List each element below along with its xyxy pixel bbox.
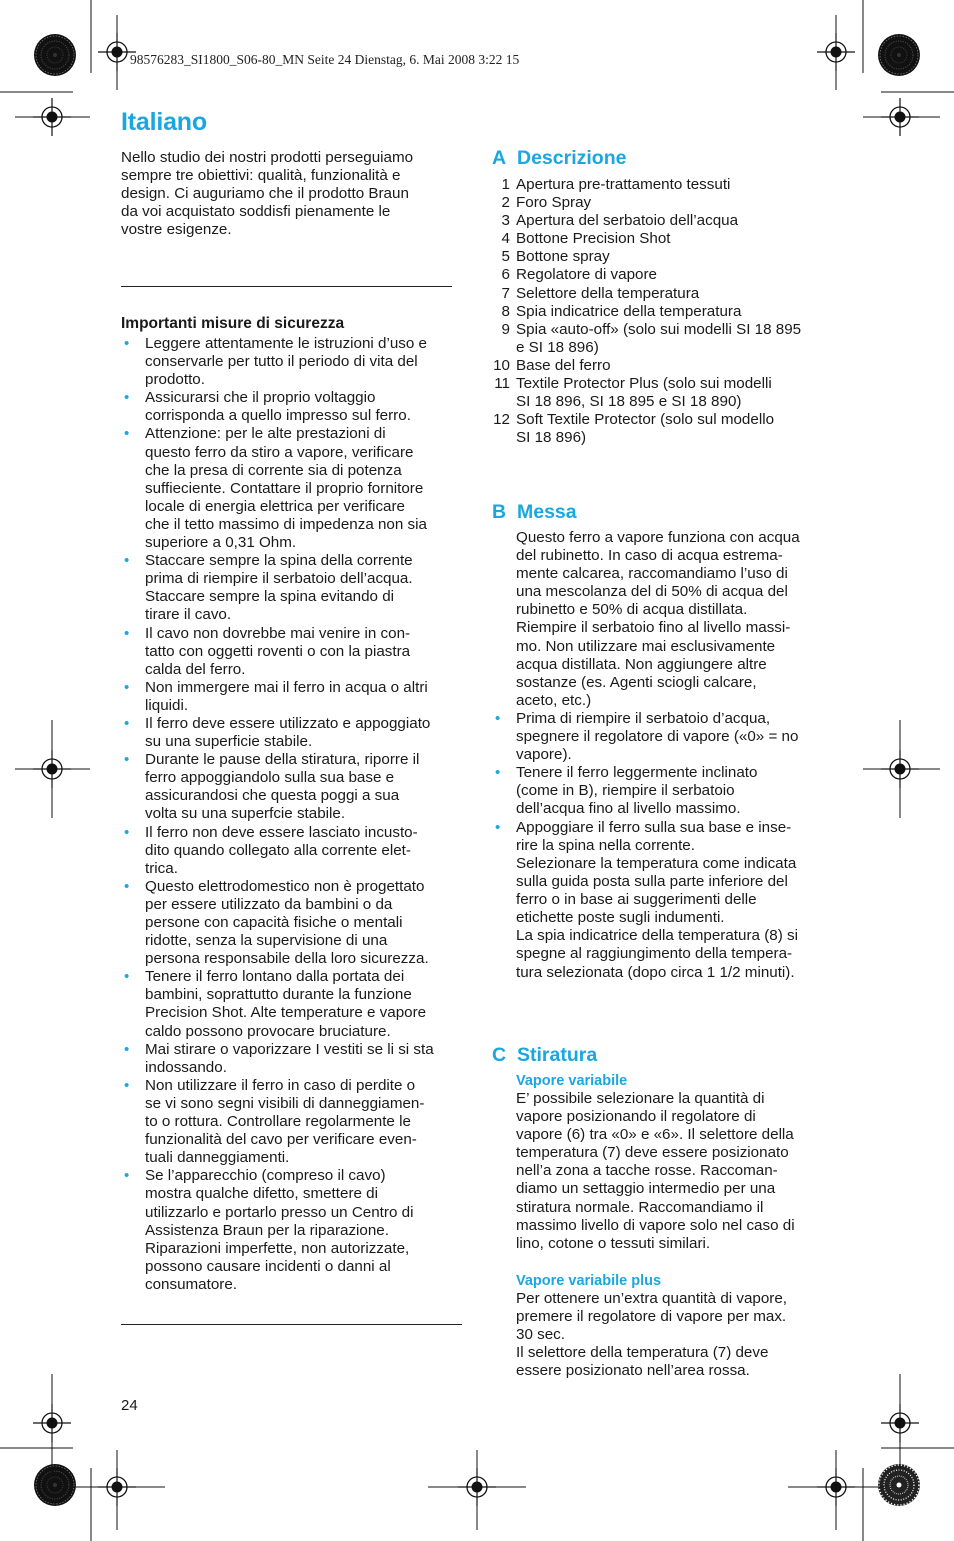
vapore-variabile-heading: Vapore variabile: [516, 1073, 628, 1089]
list-item: [492, 266, 842, 284]
section-letter: C: [492, 1044, 507, 1066]
safety-item: • Tenere il ferro lontano dalla portata dei bambini, soprattutto durante la funzione Precision Shot. Alte temperature e vapore caldo possono provocare bruciature.: [121, 968, 466, 1040]
item-number: 4: [501, 230, 510, 248]
item-text: Selettore della temperatura: [516, 284, 700, 302]
list-item: [492, 285, 842, 303]
vapore-variabile-plus-heading: Vapore variabile plus: [516, 1273, 662, 1289]
item-text: Base del ferro: [516, 356, 611, 374]
section-letter: B: [492, 501, 507, 523]
safety-item: • Il ferro deve essere utilizzato e appoggiato su una superficie stabile.: [121, 715, 466, 751]
divider: [121, 286, 452, 287]
print-header: 98576283_SI1800_S06-80_MN Seite 24 Dienstag, 6. Mai 2008 3:22 15: [130, 52, 520, 67]
safety-item: • Assicurarsi che il proprio voltaggio corrisponda a quello impresso sul ferro.: [121, 389, 466, 425]
item-text: Apertura pre-trattamento tessuti: [516, 176, 731, 193]
item-number: 9: [501, 320, 510, 338]
vapore-variabile-text: E’ possibile selezionare la quantità di vapore posizionando il regolatore di vapore (6) tra «0» e «6». Il selettore della temperatura (7) deve essere posizionato nell’a zona a tacche rosse. Raccoman- diamo un settaggio intermedio per una stiratura normale. Raccomandiamo il massimo livello di vapore solo nel caso di lino, cotone o tessuti similari.: [516, 1090, 795, 1252]
safety-item: • Il cavo non dovrebbe mai venire in con- tatto con oggetti roventi o con la piastra calda del ferro.: [121, 625, 466, 679]
safety-list: [121, 335, 466, 1294]
item-text: Bottone Precision Shot: [516, 230, 671, 248]
safety-item: • Questo elettrodomestico non è progettato per essere utilizzato da bambini o da persone con capacità fisiche o mentali ridotte, senza la supervisione di una persona responsabile della loro sicurezza.: [121, 878, 466, 968]
messa-item: • Prima di riempire il serbatoio d’acqua, spegnere il regolatore di vapore («0» = no vapore).: [492, 710, 840, 764]
list-item: [492, 230, 842, 248]
item-number: 3: [501, 212, 510, 230]
section-title: Descrizione: [517, 147, 627, 169]
safety-item: • Durante le pause della stiratura, riporre il ferro appoggiandolo sulla sua base e assicurandosi che questa poggi a sua volta su una superfcie stabile.: [121, 751, 466, 823]
safety-heading: Importanti misure di sicurezza: [121, 315, 345, 332]
safety-item: • Staccare sempre la spina della corrente prima di riempire il serbatoio dell’acqua. Staccare sempre la spina evitando di tirare il cavo.: [121, 552, 466, 624]
item-number: 11: [494, 375, 510, 393]
divider: [121, 1324, 462, 1325]
safety-item: • Leggere attentamente le istruzioni d’uso e conservarle per tutto il periodo di vita del prodotto.: [121, 335, 466, 389]
messa-item: • Tenere il ferro leggermente inclinato (come in B), riempire il serbatoio dell’acqua fino al livello massimo.: [492, 764, 840, 818]
safety-item: • Il ferro non deve essere lasciato incusto- dito quando collegato alla corrente elet- trica.: [121, 824, 466, 878]
item-number: 8: [501, 302, 510, 320]
list-item: [492, 321, 842, 357]
list-item: [492, 375, 842, 411]
intro-paragraph: Nello studio dei nostri prodotti perseguiamo sempre tre obiettivi: qualità, funzionalità e design. Ci auguriamo che il prodotto Braun da voi acquistato soddisfi pienamente le vostre esigenze.: [121, 149, 414, 239]
page-title: Italiano: [121, 108, 207, 136]
section-a-heading: [492, 147, 626, 170]
parts-list: [492, 176, 842, 447]
section-c-heading: [492, 1044, 597, 1067]
section-title: Messa: [517, 501, 577, 523]
messa-list: [492, 710, 840, 855]
page-number: 24: [121, 1397, 138, 1414]
item-number: 6: [501, 266, 510, 284]
section-b-heading: [492, 501, 577, 524]
safety-item: • Non utilizzare il ferro in caso di perdite o se vi sono segni visibili di danneggiamen- to o rottura. Controllare regolarmente le funzionalità del cavo per verificare even- tuali danneggiamenti.: [121, 1077, 466, 1167]
list-item: [492, 303, 842, 321]
safety-item: • Mai stirare o vaporizzare I vestiti se li si sta indossando.: [121, 1041, 466, 1077]
messa-intro: Questo ferro a vapore funziona con acqua del rubinetto. In caso di acqua estrema- mente calcarea, raccomandiamo l’uso di una mescolanza del di 50% di acqua del rubinetto e 50% di acqua distillata. Riempire il serbatoio fino al livello massi- mo. Non utilizzare mai esclusivamente acqua distillata. Non aggiungere altre sostanze (es. Agenti sciogli calcare, aceto, etc.): [516, 529, 800, 709]
item-text: Spia indicatrice della temperatura: [516, 302, 742, 320]
list-item: [492, 212, 842, 230]
item-text: Textile Protector Plus (solo sui modelli SI 18 896, SI 18 895 e SI 18 890): [516, 375, 772, 411]
vapore-variabile-plus-text: Per ottenere un’extra quantità di vapore, premere il regolatore di vapore per max. 30 sec. Il selettore della temperatura (7) deve essere posizionato nell’area rossa.: [516, 1290, 788, 1380]
list-item: [492, 248, 842, 266]
item-text: Regolatore di vapore: [516, 266, 657, 284]
messa-followup: Selezionare la temperatura come indicata sulla guida posta sulla parte inferiore del ferro o in base ai suggerimenti delle etichette poste sugli indumenti. La spia indicatrice della temperatura (8) si spegne al raggiungimento della tempera- tura selezionata (dopo circa 1 1/2 minuti).: [516, 855, 798, 981]
item-number: 2: [501, 194, 510, 212]
safety-item: • Attenzione: per le alte prestazioni di questo ferro da stiro a vapore, verificare che la presa di corrente sia di potenza suffieciente. Contattare il proprio fornitore locale di energia elettrica per verificare che il tetto massimo di impedenza non sia superiore a 0,31 Ohm.: [121, 425, 466, 552]
section-letter: A: [492, 147, 507, 169]
item-number: 10: [493, 356, 510, 374]
item-text: Bottone spray: [516, 248, 610, 266]
messa-item: • Appoggiare il ferro sulla sua base e inse- rire la spina nella corrente.: [492, 819, 840, 855]
list-item: [492, 357, 842, 375]
item-number: 5: [501, 248, 510, 266]
list-item: [492, 411, 842, 447]
safety-item: • Non immergere mai il ferro in acqua o altri liquidi.: [121, 679, 466, 715]
item-text: Spia «auto-off» (solo sui modelli SI 18 895 e SI 18 896): [516, 320, 802, 356]
item-number: 7: [501, 284, 510, 302]
item-number: 1: [501, 176, 510, 193]
safety-item: • Se l’apparecchio (compreso il cavo) mostra qualche difetto, smettere di utilizzarlo e portarlo presso un Centro di Assistenza Braun per la riparazione. Riparazioni imperfette, non autorizzate, possono causare incidenti o danni al consumatore.: [121, 1167, 466, 1294]
item-text: Apertura del serbatoio dell’acqua: [516, 212, 739, 230]
item-text: Foro Spray: [516, 194, 592, 212]
list-item: [492, 176, 842, 194]
item-text: Soft Textile Protector (solo sul modello SI 18 896): [516, 411, 775, 447]
list-item: [492, 194, 842, 212]
item-number: 12: [493, 411, 510, 429]
section-title: Stiratura: [517, 1044, 598, 1066]
